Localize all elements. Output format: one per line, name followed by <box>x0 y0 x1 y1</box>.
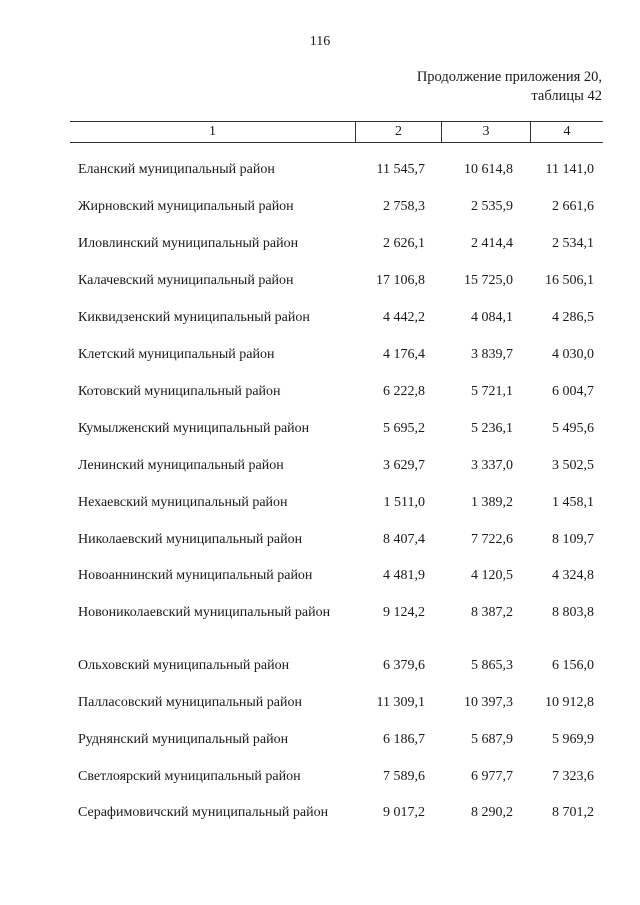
value-col-2: 4 176,4 <box>383 347 425 362</box>
value-col-3: 5 721,1 <box>471 384 513 399</box>
value-col-3: 1 389,2 <box>471 495 513 510</box>
value-col-2: 8 407,4 <box>383 532 425 547</box>
district-name: Жирновский муниципальный район <box>78 199 294 214</box>
value-col-4: 11 141,0 <box>545 162 594 177</box>
value-col-3: 2 414,4 <box>471 236 513 251</box>
value-col-4: 6 156,0 <box>552 658 594 673</box>
value-col-2: 3 629,7 <box>383 458 425 473</box>
district-name: Ленинский муниципальный район <box>78 458 284 473</box>
district-name: Светлоярский муниципальный район <box>78 769 301 784</box>
value-col-3: 2 535,9 <box>471 199 513 214</box>
value-col-3: 7 722,6 <box>471 532 513 547</box>
value-col-3: 6 977,7 <box>471 769 513 784</box>
value-col-2: 6 186,7 <box>383 732 425 747</box>
value-col-2: 1 511,0 <box>383 495 425 510</box>
value-col-2: 2 758,3 <box>383 199 425 214</box>
value-col-2: 5 695,2 <box>383 421 425 436</box>
value-col-4: 8 701,2 <box>552 805 594 820</box>
value-col-3: 5 865,3 <box>471 658 513 673</box>
value-col-4: 10 912,8 <box>545 695 594 710</box>
page-number: 116 <box>309 34 331 49</box>
district-name: Новоаннинский муниципальный район <box>78 568 313 583</box>
value-col-3: 4 084,1 <box>471 310 513 325</box>
value-col-4: 8 109,7 <box>552 532 594 547</box>
value-col-4: 7 323,6 <box>552 769 594 784</box>
district-name: Палласовский муниципальный район <box>78 695 302 710</box>
district-name: Клетский муниципальный район <box>78 347 275 362</box>
district-name: Калачевский муниципальный район <box>78 273 294 288</box>
value-col-4: 5 495,6 <box>552 421 594 436</box>
value-col-3: 10 614,8 <box>464 162 513 177</box>
value-col-3: 15 725,0 <box>464 273 513 288</box>
district-name: Николаевский муниципальный район <box>78 532 303 547</box>
district-name: Нехаевский муниципальный район <box>78 495 288 510</box>
district-name: Киквидзенский муниципальный район <box>78 310 310 325</box>
district-name: Новониколаевский муниципальный район <box>78 605 331 620</box>
value-col-3: 3 839,7 <box>471 347 513 362</box>
value-col-4: 4 286,5 <box>552 310 594 325</box>
value-col-3: 5 236,1 <box>471 421 513 436</box>
value-col-4: 2 534,1 <box>552 236 594 251</box>
value-col-2: 9 124,2 <box>383 605 425 620</box>
caption-line-2: таблицы 42 <box>531 88 602 104</box>
district-name: Серафимовичский муниципальный район <box>78 805 329 820</box>
value-col-4: 4 324,8 <box>552 568 594 583</box>
value-col-4: 2 661,6 <box>552 199 594 214</box>
value-col-2: 7 589,6 <box>383 769 425 784</box>
value-col-4: 3 502,5 <box>552 458 594 473</box>
value-col-3: 8 290,2 <box>471 805 513 820</box>
value-col-3: 3 337,0 <box>471 458 513 473</box>
district-name: Руднянский муниципальный район <box>78 732 289 747</box>
value-col-3: 8 387,2 <box>471 605 513 620</box>
header-col-1: 1 <box>70 122 356 142</box>
value-col-2: 9 017,2 <box>383 805 425 820</box>
district-name: Иловлинский муниципальный район <box>78 236 299 251</box>
district-name: Еланский муниципальный район <box>78 162 275 177</box>
value-col-2: 17 106,8 <box>376 273 425 288</box>
header-col-2: 2 <box>356 122 442 142</box>
value-col-2: 4 442,2 <box>383 310 425 325</box>
value-col-2: 11 545,7 <box>376 162 425 177</box>
table-caption <box>417 68 602 106</box>
value-col-4: 1 458,1 <box>552 495 594 510</box>
caption-line-1: Продолжение приложения 20, <box>416 69 602 85</box>
value-col-4: 6 004,7 <box>552 384 594 399</box>
district-name: Котовский муниципальный район <box>78 384 281 399</box>
value-col-2: 6 222,8 <box>383 384 425 399</box>
value-col-4: 8 803,8 <box>552 605 594 620</box>
header-col-4: 4 <box>563 124 571 139</box>
value-col-3: 10 397,3 <box>464 695 513 710</box>
table-header-row <box>70 121 603 143</box>
district-name: Кумылженский муниципальный район <box>78 421 310 436</box>
value-col-2: 6 379,6 <box>383 658 425 673</box>
value-col-2: 11 309,1 <box>376 695 425 710</box>
value-col-3: 5 687,9 <box>471 732 513 747</box>
value-col-4: 5 969,9 <box>552 732 594 747</box>
value-col-2: 4 481,9 <box>383 568 425 583</box>
value-col-4: 16 506,1 <box>545 273 594 288</box>
value-col-2: 2 626,1 <box>383 236 425 251</box>
value-col-3: 4 120,5 <box>471 568 513 583</box>
value-col-4: 4 030,0 <box>552 347 594 362</box>
district-name: Ольховский муниципальный район <box>78 658 290 673</box>
header-col-3: 3 <box>442 122 531 142</box>
